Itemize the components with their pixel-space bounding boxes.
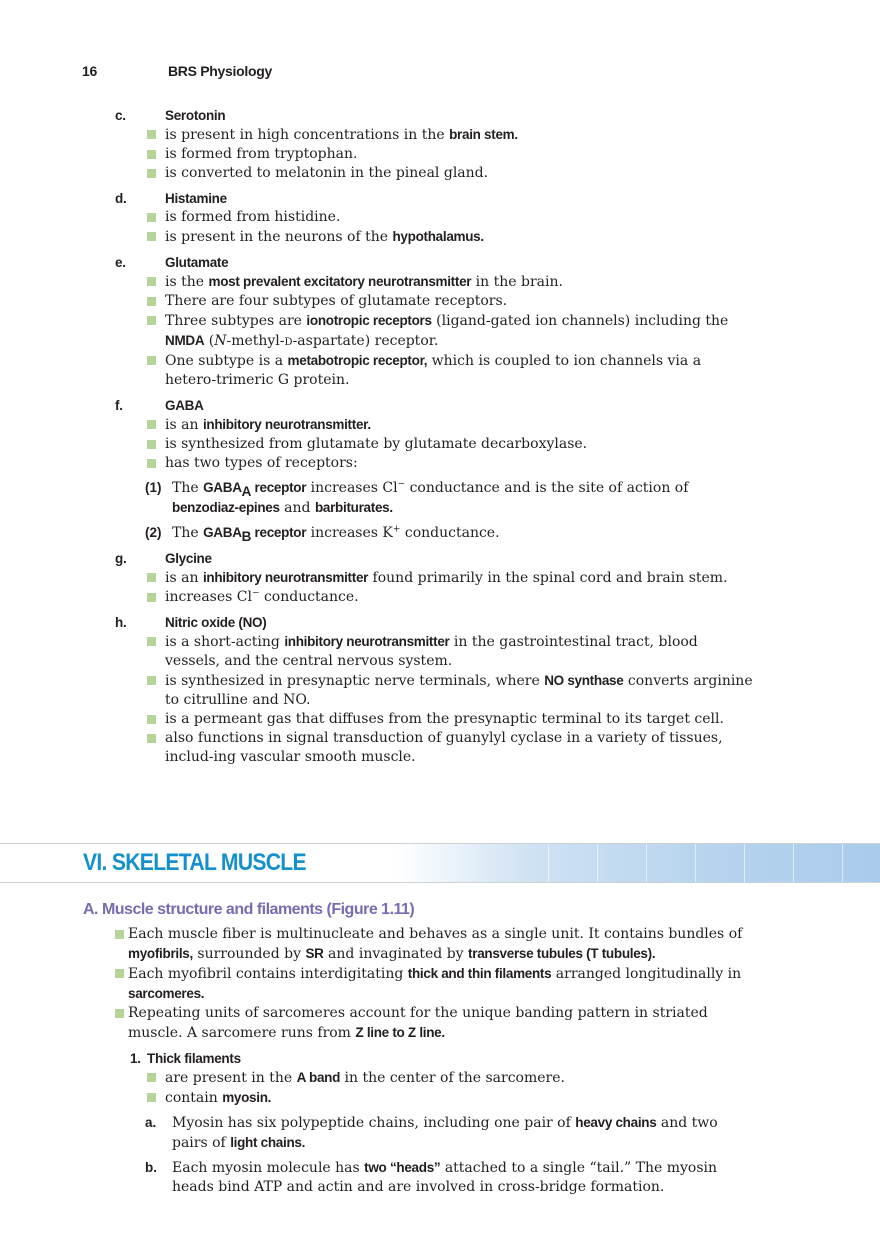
bullet-item <box>165 1068 755 1088</box>
text-segment: and invaginated by <box>323 946 469 962</box>
text-segment: in the gastrointestinal tract, blood vessels, and the central nervous system. <box>165 634 698 669</box>
bold-term: sarcomeres. <box>128 986 205 1001</box>
text-segment: Myosin has six polypeptide chains, including one pair of <box>172 1115 576 1131</box>
subheading <box>130 1049 747 1068</box>
bullet-item <box>165 454 755 473</box>
subheading <box>115 613 805 632</box>
text-segment: and <box>279 500 315 516</box>
text-segment: conductance and is the site of action of <box>405 480 689 496</box>
text-segment: Histamine <box>165 191 227 206</box>
bold-term: NMDA <box>165 333 205 348</box>
text-segment: increases Cl <box>306 480 398 496</box>
numbered-item <box>145 1113 755 1153</box>
text-segment: is formed from tryptophan. <box>165 146 358 162</box>
text-segment: is an <box>165 417 203 433</box>
text-segment: d <box>284 333 293 349</box>
bullet-item <box>165 415 755 435</box>
bold-term: inhibitory neurotransmitter. <box>202 417 371 432</box>
bullet-item <box>165 671 755 710</box>
bold-term: ionotropic receptors <box>306 313 432 328</box>
bold-term: brain stem. <box>449 127 518 142</box>
subheading <box>115 106 805 125</box>
text-segment: are present in the <box>165 1070 297 1086</box>
bold-term: transverse tubules (T tubules). <box>468 946 656 961</box>
bold-term: heavy chains <box>575 1115 657 1130</box>
text-segment: ( <box>204 333 215 349</box>
text-segment: is present in the neurons of the <box>165 229 393 245</box>
muscle-structure-section <box>0 925 880 1197</box>
text-segment: also functions in signal transduction of guanylyl cyclase in a variety of tissues, includ-ing vascular smooth muscle. <box>165 730 723 765</box>
banner-decoration <box>500 844 880 882</box>
bold-term: A <box>241 483 252 499</box>
item-label: (1) <box>145 480 162 495</box>
text-segment: + <box>392 524 401 535</box>
bullet-item <box>165 145 755 164</box>
bold-term: GABA <box>203 525 242 540</box>
bold-term: metabotropic receptor, <box>287 353 428 368</box>
text-segment: arranged longitudinally in <box>551 966 742 982</box>
text-segment: Three subtypes are <box>165 313 307 329</box>
neurotransmitters-section <box>0 100 880 767</box>
text-segment: − <box>251 588 260 599</box>
text-segment: − <box>397 479 406 490</box>
text-segment: The <box>172 525 204 541</box>
bold-term: B <box>241 528 252 544</box>
text-segment: increases Cl <box>165 589 252 605</box>
running-header <box>82 63 272 79</box>
section-banner <box>0 843 880 883</box>
text-segment: is converted to melatonin in the pineal gland. <box>165 165 489 181</box>
item-label: g. <box>115 551 127 566</box>
bullet-item <box>165 435 755 454</box>
bold-term: myosin. <box>222 1090 272 1105</box>
text-segment: found primarily in the spinal cord and brain stem. <box>368 570 728 586</box>
bullet-item <box>128 925 755 964</box>
text-segment: which is coupled to ion channels via a hetero-trimeric G protein. <box>165 353 702 388</box>
text-segment: has two types of receptors: <box>165 455 358 471</box>
bullet-item <box>128 964 755 1004</box>
text-segment: is synthesized from glutamate by glutamate decarboxylase. <box>165 436 588 452</box>
bold-term: Z line to Z line. <box>355 1025 445 1040</box>
book-title: BRS Physiology <box>168 63 272 79</box>
text-segment: The <box>172 480 204 496</box>
numbered-item <box>145 523 755 544</box>
bold-term: myofibrils, <box>128 946 193 961</box>
bold-term: benzodiaz-epines <box>172 500 280 515</box>
text-segment: Glycine <box>165 551 212 566</box>
page-number: 16 <box>82 63 97 79</box>
item-label: e. <box>115 255 126 270</box>
text-segment: is a permeant gas that diffuses from the presynaptic terminal to its target cell. <box>165 711 724 727</box>
text-segment: Nitric oxide (NO) <box>165 615 267 630</box>
text-segment: Serotonin <box>165 108 226 123</box>
subheading <box>115 253 805 272</box>
section-title: VI. SKELETAL MUSCLE <box>83 849 306 876</box>
bullet-item <box>165 351 755 390</box>
item-label: d. <box>115 191 127 206</box>
text-segment: -methyl- <box>226 333 285 349</box>
text-segment: -aspartate) receptor. <box>292 333 439 349</box>
subheading <box>115 189 805 208</box>
text-segment: is formed from histidine. <box>165 209 341 225</box>
bullet-item <box>165 311 755 351</box>
bold-term: A band <box>296 1070 341 1085</box>
numbered-item <box>145 478 755 518</box>
text-segment: and two pairs of <box>172 1115 718 1151</box>
bold-term: most prevalent excitatory neurotransmitter <box>208 274 472 289</box>
bullet-item <box>165 710 755 729</box>
text-segment: surrounded by <box>192 946 306 962</box>
bullet-item <box>165 292 755 311</box>
text-segment: (ligand-gated ion channels) including the <box>431 313 729 329</box>
subheading <box>115 396 805 415</box>
item-label: c. <box>115 108 126 123</box>
text-segment: conductance. <box>259 589 359 605</box>
text-segment: N <box>214 333 227 349</box>
text-segment: Each myosin molecule has <box>172 1160 365 1176</box>
bullet-item <box>165 272 755 292</box>
bullet-item <box>165 227 755 247</box>
item-label: (2) <box>145 525 162 540</box>
text-segment: is the <box>165 274 209 290</box>
bullet-item <box>165 729 755 767</box>
bold-term: light chains. <box>230 1135 306 1150</box>
text-segment: Thick filaments <box>147 1051 241 1066</box>
item-label: f. <box>115 398 123 413</box>
bullet-item <box>165 164 755 183</box>
text-segment: is an <box>165 570 203 586</box>
text-segment: One subtype is a <box>165 353 288 369</box>
text-segment: in the center of the sarcomere. <box>340 1070 565 1086</box>
text-segment: attached to a single “tail.” The myosin heads bind ATP and actin and are involved in cross-bridge formation. <box>172 1160 718 1195</box>
bold-term: barbiturates. <box>314 500 393 515</box>
bullet-item <box>165 125 755 145</box>
item-label: a. <box>145 1115 157 1130</box>
bullet-item <box>165 632 755 671</box>
bold-term: inhibitory neurotransmitter <box>284 634 450 649</box>
subsection-heading: A. Muscle structure and filaments (Figure 1.11) <box>83 901 415 918</box>
text-segment: converts arginine to citrulline and NO. <box>165 673 753 708</box>
bold-term: two “heads” <box>364 1160 441 1175</box>
bold-term: inhibitory neurotransmitter <box>202 570 369 585</box>
bold-term: hypothalamus. <box>392 229 484 244</box>
bold-term: receptor <box>251 525 307 540</box>
bold-term: thick and thin filaments <box>407 966 552 981</box>
bold-term: receptor <box>251 480 307 495</box>
bullet-item <box>165 568 755 588</box>
text-segment: Repeating units of sarcomeres account for the unique banding pattern in striated muscle. A sarcomere runs from <box>128 1005 708 1041</box>
item-label: 1. <box>130 1051 141 1066</box>
bullet-item <box>165 208 755 227</box>
text-segment: is a short-acting <box>165 634 285 650</box>
item-label: b. <box>145 1160 157 1175</box>
numbered-item <box>145 1158 755 1197</box>
bold-term: GABA <box>203 480 242 495</box>
bullet-item <box>128 1004 755 1043</box>
bold-term: SR <box>305 946 324 961</box>
text-segment: is synthesized in presynaptic nerve terminals, where <box>165 673 545 689</box>
text-segment: Each myofibril contains interdigitating <box>128 966 408 982</box>
text-segment: Each muscle fiber is multinucleate and behaves as a single unit. It contains bundles of <box>128 926 743 942</box>
text-segment: GABA <box>165 398 204 413</box>
item-label: h. <box>115 615 127 630</box>
text-segment: There are four subtypes of glutamate receptors. <box>165 293 508 309</box>
subheading <box>115 549 805 568</box>
text-segment: Glutamate <box>165 255 229 270</box>
bullet-item <box>165 1088 755 1108</box>
bullet-item <box>165 588 755 607</box>
text-segment: conductance. <box>400 525 500 541</box>
text-segment: is present in high concentrations in the <box>165 127 450 143</box>
text-segment: contain <box>165 1090 223 1106</box>
text-segment: in the brain. <box>471 274 563 290</box>
text-segment: increases K <box>306 525 393 541</box>
bold-term: NO synthase <box>544 673 624 688</box>
